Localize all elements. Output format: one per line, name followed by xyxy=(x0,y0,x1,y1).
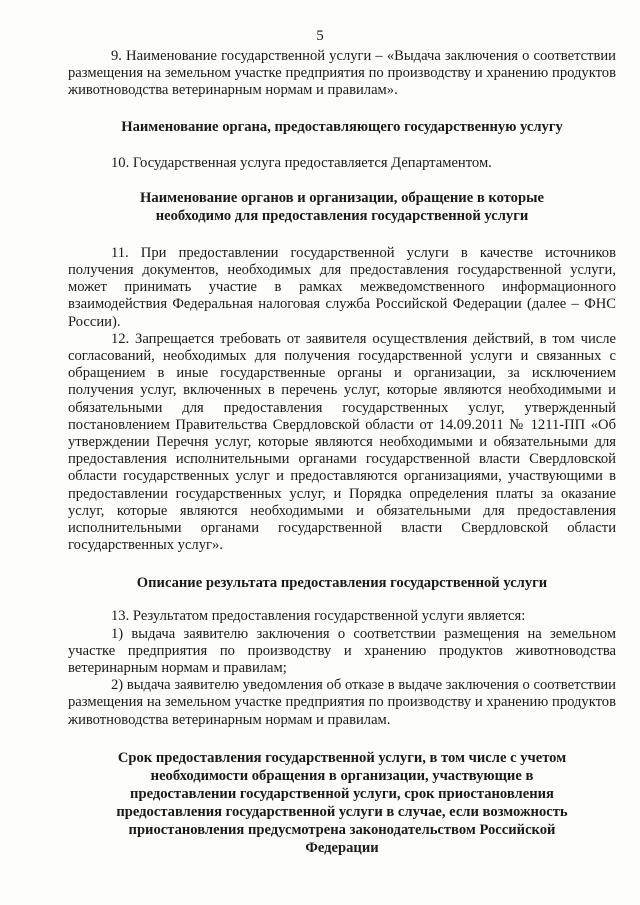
paragraph-13-item-2: 2) выдача заявителю уведомления об отказе в выдаче заключения о соответствии размещения на земельном участке предприятия по производству и хранению продуктов животноводства ветеринарным нормам и правилам. xyxy=(68,677,616,728)
heading-authority: Наименование органа, предоставляющего государственную услугу xyxy=(121,118,563,135)
page-number: 5 xyxy=(316,28,324,44)
heading-organizations: Наименование органов и организации, обращение в которые необходимо для предоставления государственной услуги xyxy=(140,189,544,224)
paragraph-10: 10. Государственная услуга предоставляется Департаментом. xyxy=(111,154,492,171)
paragraph-13: 13. Результатом предоставления государственной услуги является: xyxy=(111,608,526,625)
heading-result: Описание результата предоставления государственной услуги xyxy=(136,575,548,592)
paragraph-13-item-1: 1) выдача заявителю заключения о соответствии размещения на земельном участке предприятия по производству и хранению продуктов животноводства ветеринарным нормам и правилам; xyxy=(68,625,616,677)
document-body xyxy=(68,48,616,857)
paragraph-9: 9. Наименование государственной услуги – «Выдача заключения о соответствии размещения на земельном участке предприятия по производству и хранению продуктов животноводства ветеринарным нормам и правилам». xyxy=(68,48,616,99)
paragraph-12: 12. Запрещается требовать от заявителя осуществления действий, в том числе согласований, необходимых для получения государственной услуги и связанных с обращением в иные государственные органы и организации, за исключением получения услуг, включенных в перечень услуг, которые являются необходимыми и обязательными для предоставления государственных услуг, утвержденный постановлением Правительства Свердловской области от 14.09.2011 № 1211-ПП «Об утверждении Перечня услуг, которые являются необходимыми и обязательными для предоставления исполнительными органами государственной власти Свердловской области государственных услуг и предоставляются организациями, участвующими в предоставлении государственных услуг, и Порядка определения платы за оказание услуг, которые являются необходимыми и обязательными для предоставления исполнительными органами государственной власти Свердловской области государственных услуг». xyxy=(68,330,616,554)
heading-term: Срок предоставления государственной услуги, в том числе с учетом необходимости обращения в организации, участвующие в предоставлении государственной услуги, срок приостановления предоставления государственной услуги в случае, если возможность приостановления предусмотрена законодательством Российской Федерации xyxy=(116,749,568,856)
paragraph-11: 11. При предоставлении государственной услуги в качестве источников получения документов, необходимых для предоставления государственной услуги, может принимать участие в рамках межведомственного информационного взаимодействия Федеральная налоговая служба Российской Федерации (далее – ФНС России). xyxy=(68,244,616,330)
